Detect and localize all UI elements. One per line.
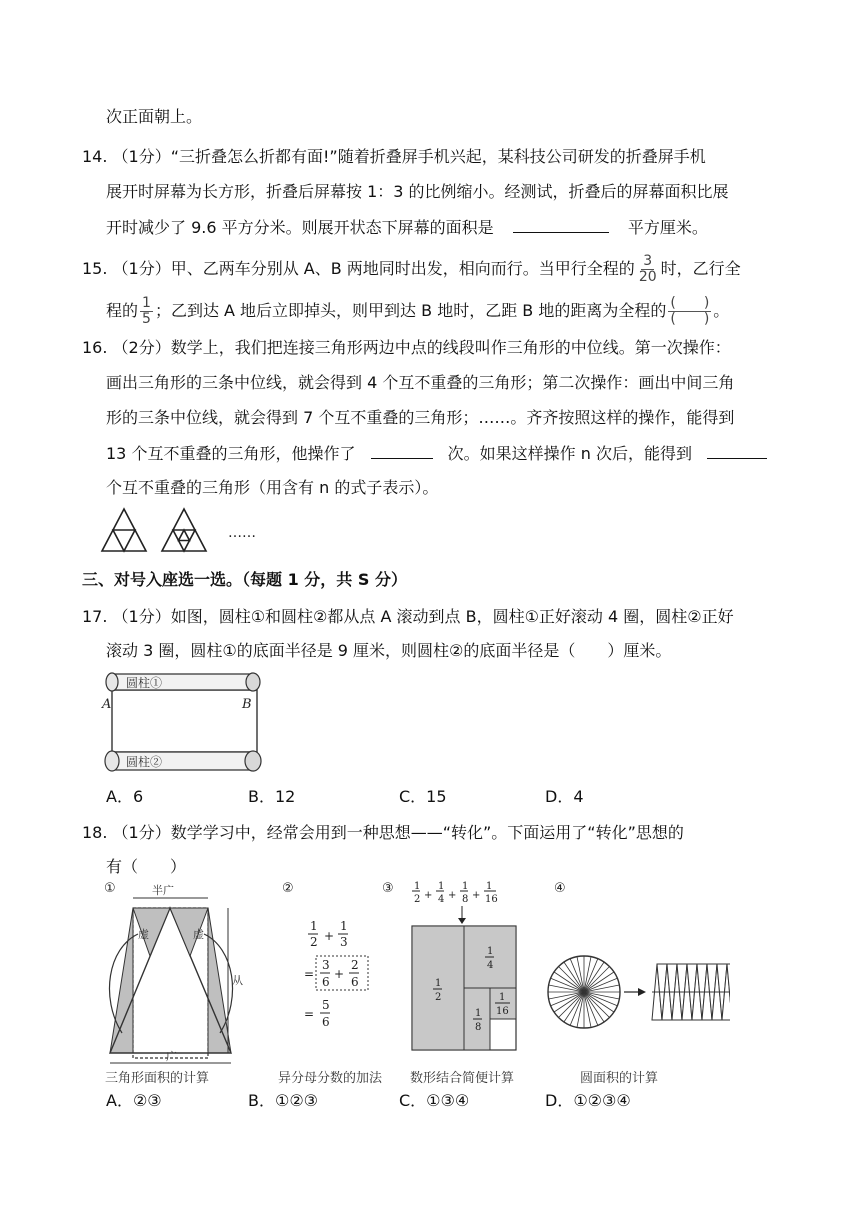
q16-answer-blank-2[interactable] <box>707 442 767 459</box>
eighth-num: 1 <box>475 1008 482 1019</box>
label-right-dashed: 虚 <box>193 928 204 941</box>
q15-line2-a: 程的 <box>106 301 139 320</box>
cylinder-1-left-end <box>106 673 118 691</box>
half-den: 2 <box>435 992 442 1003</box>
eighth-den: 8 <box>475 1022 482 1033</box>
sixteenth-num: 1 <box>499 992 506 1003</box>
q15-fraction-1-5 <box>140 296 153 327</box>
r3-n: 5 <box>322 998 330 1012</box>
section3-heading: 三、对号入座选一选。（每题 1 分，共 S 分） <box>82 570 407 589</box>
eq-2: = <box>304 1007 315 1021</box>
top-sum-2: 1 <box>438 881 445 892</box>
rearranged-parallelogram <box>652 964 730 1020</box>
figure-4-number: ④ <box>554 881 566 896</box>
q17-line2: 滚动 3 圈，圆柱①的底面半径是 9 厘米，则圆柱②的底面半径是（ ）厘米。 <box>106 641 672 660</box>
svg-text:+: + <box>334 967 345 981</box>
q17-option-b[interactable]: B．12 <box>248 787 296 806</box>
cylinder-2-left-end <box>105 751 119 771</box>
q14-line2: 展开时屏幕为长方形，折叠后屏幕按 1：3 的比例缩小。经测试，折叠后的屏幕面积比展 <box>106 182 729 201</box>
q18-figure-3 <box>380 878 536 1086</box>
figure-3-number: ③ <box>382 881 394 896</box>
q18-line1: 18. （1分）数学学习中，经常会用到一种思想——“转化”。下面运用了“转化”思想的 <box>82 823 684 842</box>
r1-n2: 1 <box>340 919 348 933</box>
frac-numerator: ( ) <box>670 295 710 311</box>
label-base: 广 <box>166 1050 177 1063</box>
q15-fraction-3-20 <box>637 254 659 285</box>
q17-option-a[interactable]: A．6 <box>106 787 144 806</box>
q15-line1 <box>82 254 741 285</box>
frac-denominator: ( ) <box>670 311 710 327</box>
frac-denominator: 20 <box>638 269 657 285</box>
top-sum-3d: 8 <box>462 894 469 905</box>
figure-2-caption: 异分母分数的加法 <box>278 1071 383 1086</box>
frac-numerator: 3 <box>643 253 653 269</box>
q18-figure-1 <box>100 878 260 1086</box>
quarter-den: 4 <box>487 960 494 971</box>
q18-figure-4 <box>540 878 730 1086</box>
half-num: 1 <box>435 978 442 989</box>
r2-d1: 6 <box>322 975 330 989</box>
q16-line2: 画出三角形的三条中位线，就会得到 4 个互不重叠的三角形；第二次操作：画出中间三角 <box>106 373 735 392</box>
cylinder-1-right-end <box>246 673 260 691</box>
figure-3-caption: 数形结合简便计算 <box>410 1071 515 1086</box>
path-rectangle <box>112 690 257 752</box>
top-sum-4: 1 <box>486 881 493 892</box>
r3-d: 6 <box>322 1015 330 1029</box>
r2-d2: 6 <box>351 975 359 989</box>
continuation-dots: …… <box>228 525 256 541</box>
q15-line2-b: ；乙到达 A 地后立即掉头，则甲到达 B 地时，乙距 B 地的距离为全程的 <box>154 301 667 320</box>
figure-1-caption: 三角形面积的计算 <box>105 1071 210 1086</box>
point-a-label: A <box>102 697 112 712</box>
r1-n1: 1 <box>310 919 318 933</box>
cylinder-2-right-end <box>245 751 261 771</box>
q17-option-d[interactable]: D．4 <box>545 787 584 806</box>
q15-answer-fraction[interactable] <box>668 296 711 327</box>
q18-option-b[interactable]: B．①②③ <box>248 1091 319 1110</box>
r1-d1: 2 <box>310 935 318 949</box>
q18-option-c[interactable]: C．①③④ <box>399 1091 470 1110</box>
eq-1: = <box>304 967 315 981</box>
figure-2-number: ② <box>282 881 294 896</box>
top-sum-2d: 4 <box>438 894 445 905</box>
q18-option-a[interactable]: A．②③ <box>106 1091 162 1110</box>
triangle-step1 <box>102 509 146 551</box>
top-sum-1d: 2 <box>414 894 421 905</box>
figure-4-caption: 圆面积的计算 <box>580 1071 659 1086</box>
q16-answer-blank-1[interactable] <box>371 442 433 459</box>
label-left-dashed: 虚 <box>138 928 149 941</box>
q15-line1-a: 15. （1分）甲、乙两车分别从 A、B 两地同时出发，相向而行。当甲行全程的 <box>82 259 635 278</box>
q16-triangles-figure <box>98 505 268 555</box>
cylinder-2-label: 圆柱② <box>126 755 163 769</box>
q15-line2 <box>106 296 729 327</box>
sectored-circle <box>548 956 620 1028</box>
top-sum-3: 1 <box>462 881 469 892</box>
q18-option-d[interactable]: D．①②③④ <box>545 1091 631 1110</box>
q14-line3 <box>106 216 708 239</box>
r2-n1: 3 <box>322 958 330 972</box>
top-sum-4d: 16 <box>485 894 498 905</box>
point-b-label: B <box>242 697 252 712</box>
q16-line4-a: 13 个互不重叠的三角形，他操作了 <box>106 444 356 463</box>
q15-line1-b: 时，乙行全 <box>660 259 741 278</box>
q16-line4 <box>106 442 767 465</box>
q17-line1: 17. （1分）如图，圆柱①和圆柱②都从点 A 滚动到点 B，圆柱①正好滚动 4 圈，圆柱②正好 <box>82 607 734 626</box>
q17-cylinder-figure <box>100 668 272 778</box>
plus-1: + <box>324 929 335 943</box>
q16-line1: 16. （2分）数学上，我们把连接三角形两边中点的线段叫作三角形的中位线。第一次操作： <box>82 338 731 357</box>
label-height: 从 <box>232 974 243 987</box>
figure-1-number: ① <box>104 881 116 896</box>
svg-text:+: + <box>472 890 481 901</box>
q16-line3: 形的三条中位线，就会得到 7 个互不重叠的三角形；……。齐齐按照这样的操作，能得到 <box>106 408 735 427</box>
sixteenth-den: 16 <box>496 1006 509 1017</box>
q15-line2-c: 。 <box>713 301 730 320</box>
frac-denominator: 5 <box>142 311 151 327</box>
q14-line3-a: 开时减少了 9.6 平方分米。则展开状态下屏幕的面积是 <box>106 218 494 237</box>
q14-line3-b: 平方厘米。 <box>627 218 708 237</box>
label-half-base: 半广 <box>152 884 174 897</box>
q13-tail: 次正面朝上。 <box>106 107 203 126</box>
frac-numerator: 1 <box>142 295 151 311</box>
q14-answer-blank[interactable] <box>513 216 609 233</box>
q18-line2: 有（ ） <box>106 857 187 876</box>
quarter-num: 1 <box>487 946 494 957</box>
q17-option-c[interactable]: C．15 <box>399 787 447 806</box>
q16-line5: 个互不重叠的三角形（用含有 n 的式子表示）。 <box>106 478 439 497</box>
svg-text:+: + <box>424 890 433 901</box>
top-sum-1: 1 <box>414 881 421 892</box>
r2-n2: 2 <box>351 958 359 972</box>
q14-line1: 14. （1分）“三折叠怎么折都有面!”随着折叠屏手机兴起，某科技公司研发的折叠屏手机 <box>82 147 706 166</box>
svg-text:+: + <box>448 890 457 901</box>
cylinder-1-label: 圆柱① <box>126 676 163 690</box>
r1-d2: 3 <box>340 935 348 949</box>
triangle-step2 <box>162 509 206 551</box>
q16-line4-b: 次。如果这样操作 n 次后，能得到 <box>447 444 692 463</box>
